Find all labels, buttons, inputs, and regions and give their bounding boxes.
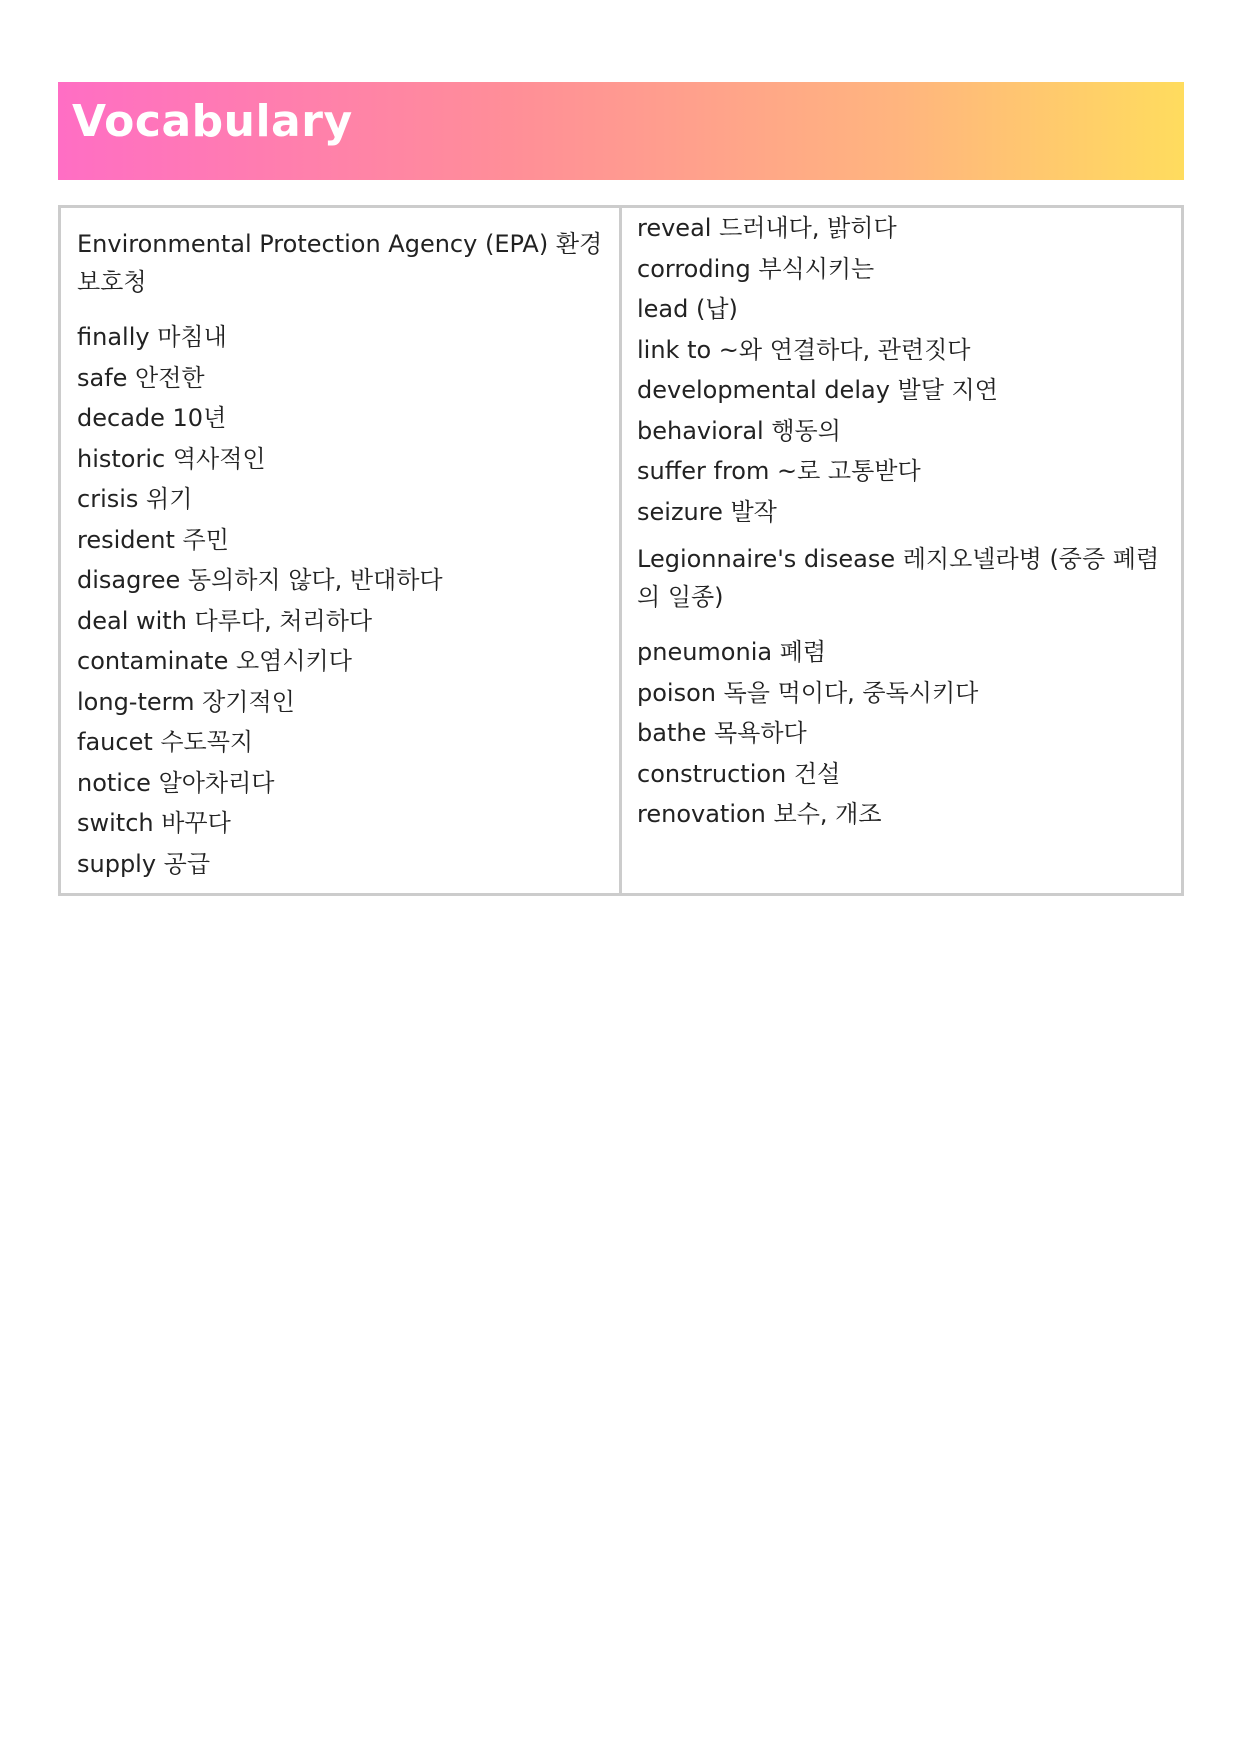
page-title: Vocabulary [72, 96, 353, 147]
vocab-entry: seizure 발작 [637, 497, 777, 526]
vocab-entry: Legionnaire's disease 레지오넬라병 (중증 폐렴의 일종) [637, 545, 1160, 611]
vocab-entry: construction 건설 [637, 759, 841, 788]
vocab-entry: supply 공급 [77, 849, 211, 878]
vocab-entry: corroding 부식시키는 [637, 254, 875, 283]
vocab-entry: developmental delay 발달 지연 [637, 376, 998, 404]
vocab-entry: bathe 목욕하다 [637, 719, 807, 747]
vocab-entry: renovation 보수, 개조 [637, 800, 882, 828]
vocab-entry: historic 역사적인 [77, 444, 266, 473]
vocab-entry: safe 안전한 [77, 363, 205, 392]
vocab-entry: behavioral 행동의 [637, 416, 841, 445]
title-banner [58, 82, 1184, 180]
vocab-entry: reveal 드러내다, 밝히다 [637, 214, 897, 242]
vocab-entry: disagree 동의하지 않다, 반대하다 [77, 566, 443, 594]
vocab-entry: crisis 위기 [77, 485, 193, 513]
vocab-entry: resident 주민 [77, 525, 229, 554]
vocab-entry: suffer from ~로 고통받다 [637, 457, 921, 485]
vocabulary-table [58, 205, 1184, 896]
vocab-entry: finally 마침내 [77, 323, 227, 351]
vocab-entry: pneumonia 폐렴 [637, 638, 827, 666]
vocab-entry: deal with 다루다, 처리하다 [77, 606, 373, 635]
vocab-entry: long-term 장기적인 [77, 687, 295, 716]
vocab-entry: Environmental Protection Agency (EPA) 환경보호청 [77, 230, 603, 296]
vocabulary-right-column [622, 208, 1181, 893]
vocab-entry: contaminate 오염시키다 [77, 647, 352, 675]
vocab-entry: switch 바꾸다 [77, 809, 231, 837]
vocab-entry: decade 10년 [77, 404, 227, 432]
vocabulary-left-column [61, 208, 622, 893]
vocab-entry: notice 알아차리다 [77, 768, 275, 797]
vocab-entry: poison 독을 먹이다, 중독시키다 [637, 678, 979, 707]
vocab-entry: link to ~와 연결하다, 관련짓다 [637, 335, 971, 364]
vocab-entry: faucet 수도꼭지 [77, 728, 254, 756]
vocab-entry: lead (납) [637, 295, 738, 323]
